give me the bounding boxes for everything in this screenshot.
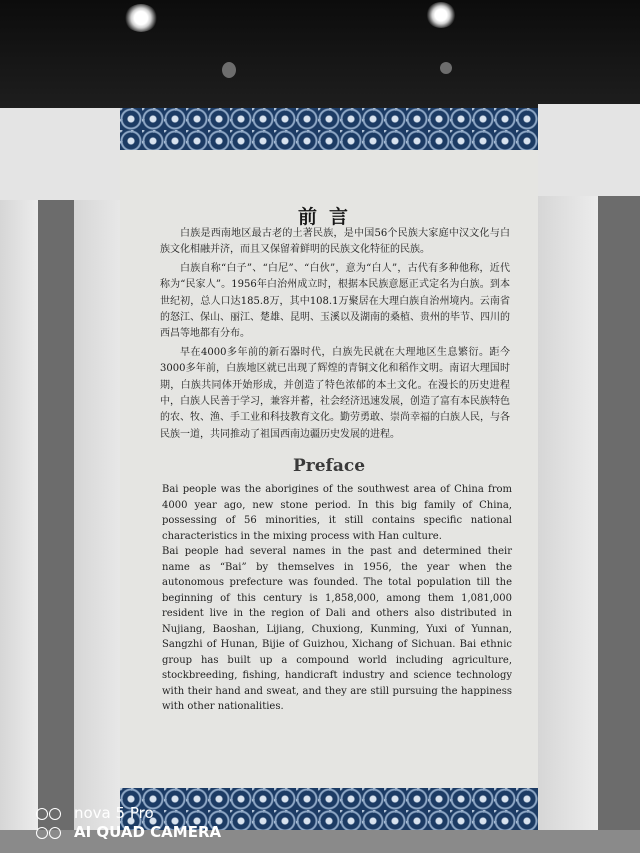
pillar-right [538,196,598,830]
english-paragraph: Bai people was the aborigines of the southwest area of China from 4000 year ago, new stone period. In this big family of China, possessing of 56 minorities, it still contains specific national characteristics in the mixing process with Han culture. [162,484,512,542]
chinese-paragraph: 白族自称“白子”、“白尼”、“白伙”，意为“白人”，古代有多种他称，近代称为“民家人”。1956年白治州成立时，根据本民族意愿正式定名为白族。到本世纪初，总人口达185.8万，其中108.1万聚居在大理白族自治州境内。云南省的怒江、保山、丽江、楚雄、昆明、玉溪以及湖南的桑植、贵州的毕节、四川的西昌等地都有分布。 [160,262,510,340]
pillar-left [0,200,38,830]
watermark-model: nova 5 Pro [74,804,154,822]
camera-rings-icon [36,808,66,820]
chinese-text-block [160,226,510,445]
ceiling [0,0,640,110]
camera-rings-icon [36,827,66,839]
preface-sign [120,108,538,830]
ceiling-spotlight [426,2,456,28]
english-text-block [162,482,512,715]
ceiling-spotlight [124,4,158,32]
watermark-camera: AI QUAD CAMERA [74,823,222,841]
chinese-paragraph: 早在4000多年前的新石器时代，白族先民就在大理地区生息繁衍。距今3000多年前，白族地区就已出现了辉煌的青铜文化和稻作文明。南诏大理国时期，白族共同体开始形成，并创造了特色浓郁的本土文化。在漫长的历史进程中，白族人民善于学习，兼容并蓄，社会经济迅速发展，创造了富有本民族特色的农、牧、渔、手工业和科技教育文化。勤劳勇敢、崇尚幸福的白族人民，与各民族一道，共同推动了祖国西南边疆历史发展的进程。 [160,346,510,440]
wall-left-upper [0,108,132,200]
wall-right-upper [538,104,640,196]
wall-recess [38,200,74,830]
sign-title-chinese: 前言 [297,206,360,228]
camera-watermark [36,804,221,842]
english-paragraph: Bai people had several names in the past and determined their name as “Bai” by themselves in 1956, the year when the autonomous prefecture was founded. The total population till the beginning of this century is 1,858,000, among them 1,081,000 resident live in the region of Dali and others also distributed in Nujiang, Baoshan, Lijiang, Chuxiong, Kunming, Yuxi of Yunnan, Sangzhi of Hunan, Bijie of Guizhou, Xichang of Sichuan. Bai ethnic group has built up a compound world including agriculture, stockbreeding, fishing, handicraft industry and science technology with their hand and sweat, and they are still pursuing the happiness with other nationalities. [162,546,512,712]
ceiling-fixture [440,62,452,74]
decorative-border-top [120,108,538,150]
chinese-paragraph: 白族是西南地区最古老的土著民族，是中国56个民族大家庭中汉文化与白族文化相融并济，而且又保留着鲜明的民族文化特征的民族。 [160,228,510,256]
wall-recess [598,196,640,830]
sign-title-english: Preface [292,456,366,476]
ceiling-fixture [222,62,236,78]
